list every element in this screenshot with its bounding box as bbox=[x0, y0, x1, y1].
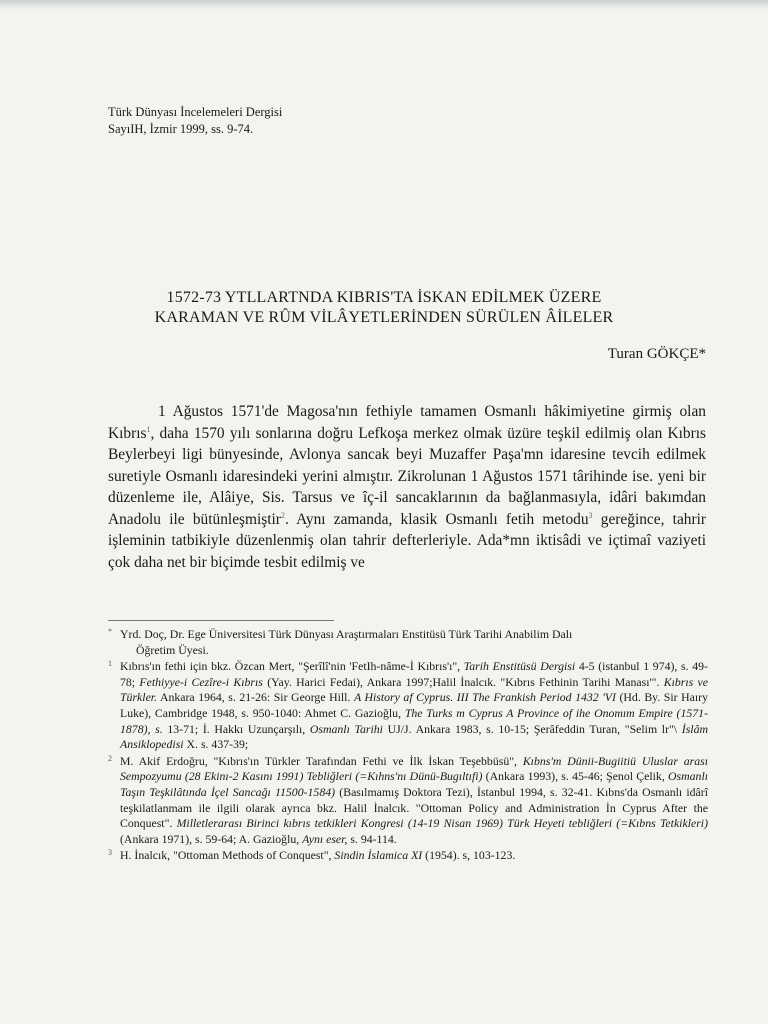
footnotes bbox=[108, 627, 708, 865]
scan-edge bbox=[0, 0, 768, 10]
paragraph: 1 Ağustos 1571'de Magosa'nın fethiyle tamamen Osmanlı hâkimiyetine girmiş olan Kıbrıs$^1$, daha 1570 yılı sonlarına doğru Lefkoşa merkez olmak üzüre teşkil edilmiş olan Kıbrıs Beylerbeyi ligi bünyesinde, Avlonya sancak beyi Muzaffer Paşa'mn idaresine tevcih edilmek suretiyle Osmanlı idaresindeki yerini almıştır. Zikrolunan 1 Ağustos 1571 târihinde ise. yeni bir düzenleme ile, Alâiye, Sis. Tarsus ve îç-il sancaklarının da bağlanmasıyla, idâri bakımdan Anadolu ile bütünleşmiştir$^2$. Aynı zamanda, klasik Osmanlı fetih metodu$^3$ gereğince, tahrir işleminin tatbikiyle düzenlenmiş olan tahrir defterleriyle. Ada*mn iktisâdi ve içtimaî vaziyeti çok daha net bir biçimde tesbit edilmiş ve bbox=[108, 403, 707, 571]
journal-title: Türk Dünyası İncelemeleri Dergisi bbox=[108, 105, 283, 119]
journal-header bbox=[108, 104, 282, 138]
footnote-1: 1 Kıbrıs'ın fethi için bkz. Özcan Mert, "Şerîlî'nin 'FetIh-nâme-İ Kıbrıs'ı", Tarih Enstitüsü Dergisi 4-5 (istanbul 1 974), s. 49-78; Fethiyye-i Cezîre-i Kıbrıs (Yay. Harici Fedai), Ankara 1997;Halil İnalcık. "Kıbrıs Fethinin Tarihi Manası'". Kıbrıs ve Türkler. Ankara 1964, s. 21-26: Sir George Hill. A History af Cyprus. III The Frankish Period 1432 'VI (Hd. By. Sir Haıry Luke), Cambridge 1948, s. 950-1040: Ahmet C. Gazioğlu, The Turks m Cyprus A Province of ihe Onomım Empire (1571-1878), s. 13-71; İ. Hakkı Uzunçarşılı, Osmanlı Tarihi UJ/J. Ankara 1983, s. 10-15; Şerâfeddin Turan, "Selim lr"\ İslâm Ansiklopedisi X. s. 437-39; bbox=[108, 659, 708, 753]
footnote-separator bbox=[108, 620, 334, 621]
journal-issue: SayıIH, İzmir 1999, ss. 9-74. bbox=[108, 122, 254, 136]
footnote-ref-3: 3 bbox=[588, 510, 593, 520]
footnote-author: * Yrd. Doç, Dr. Ege Üniversitesi Türk Dünyası Araştırmaları Enstitüsü Türk Tarihi Anabilim Dalı Öğretim Üyesi. bbox=[108, 627, 708, 658]
footnote-ref-1: 1 bbox=[146, 424, 151, 434]
footnote-3: 3 H. İnalcık, "Ottoman Methods of Conquest", Sindin İslamica XI (1954). s, 103-123. bbox=[108, 848, 708, 864]
footnote-marker: 1 bbox=[108, 659, 112, 669]
footnote-marker: * bbox=[108, 627, 112, 636]
footnote-marker: 2 bbox=[108, 753, 112, 763]
footnote-marker: 3 bbox=[108, 848, 112, 858]
article-title-line-1: 1572-73 YTLLARTNDA KIBRIS'TA İSKAN EDİLMEK ÜZERE bbox=[166, 289, 602, 306]
footnote-2: 2 M. Akif Erdoğru, "Kıbrıs'ın Türkler Tarafından Fethi ve İlk İskan Teşebbüsü", Kıbns'm Dünii-Bugiitiü Uluslar arası Sempozyumu (28 Ekinı-2 Kasını 1991) Tebliğleri (=Kıhns'nı Dünü-Bugıltıfi) (Ankara 1993), s. 45-46; Şenol Çelik, Osmanlı Taşın Teşkilâtında İçel Sancağı 11500-1584) (Basılmamış Doktora Tezi), İstanbul 1994, s. 32-41. Kıbns'da Osmanlı idârî teşkilatlanmam ile ilgili olarak ayrıca bkz. Halil İnalcık. "Ottoman Policy and Administration İn Cyprus After the Conquest". Milletlerarası Birinci kıbrıs tetkikleri Kongresi (14-19 Nisan 1969) Türk Heyeti tebliğleri (=Kıbns Tetkikleri) (Ankara 1971), s. 59-64; A. Gazioğlu, Aynı eser, s. 94-114. bbox=[108, 754, 708, 848]
author-name: Turan GÖKÇE* bbox=[607, 346, 706, 362]
footnote-ref-2: 2 bbox=[280, 510, 285, 520]
article-title-line-2: KARAMAN VE RÛM VİLÂYETLERİNDEN SÜRÜLEN ÂİLELER bbox=[154, 309, 614, 326]
article-title bbox=[60, 288, 708, 328]
body-text bbox=[108, 401, 706, 573]
